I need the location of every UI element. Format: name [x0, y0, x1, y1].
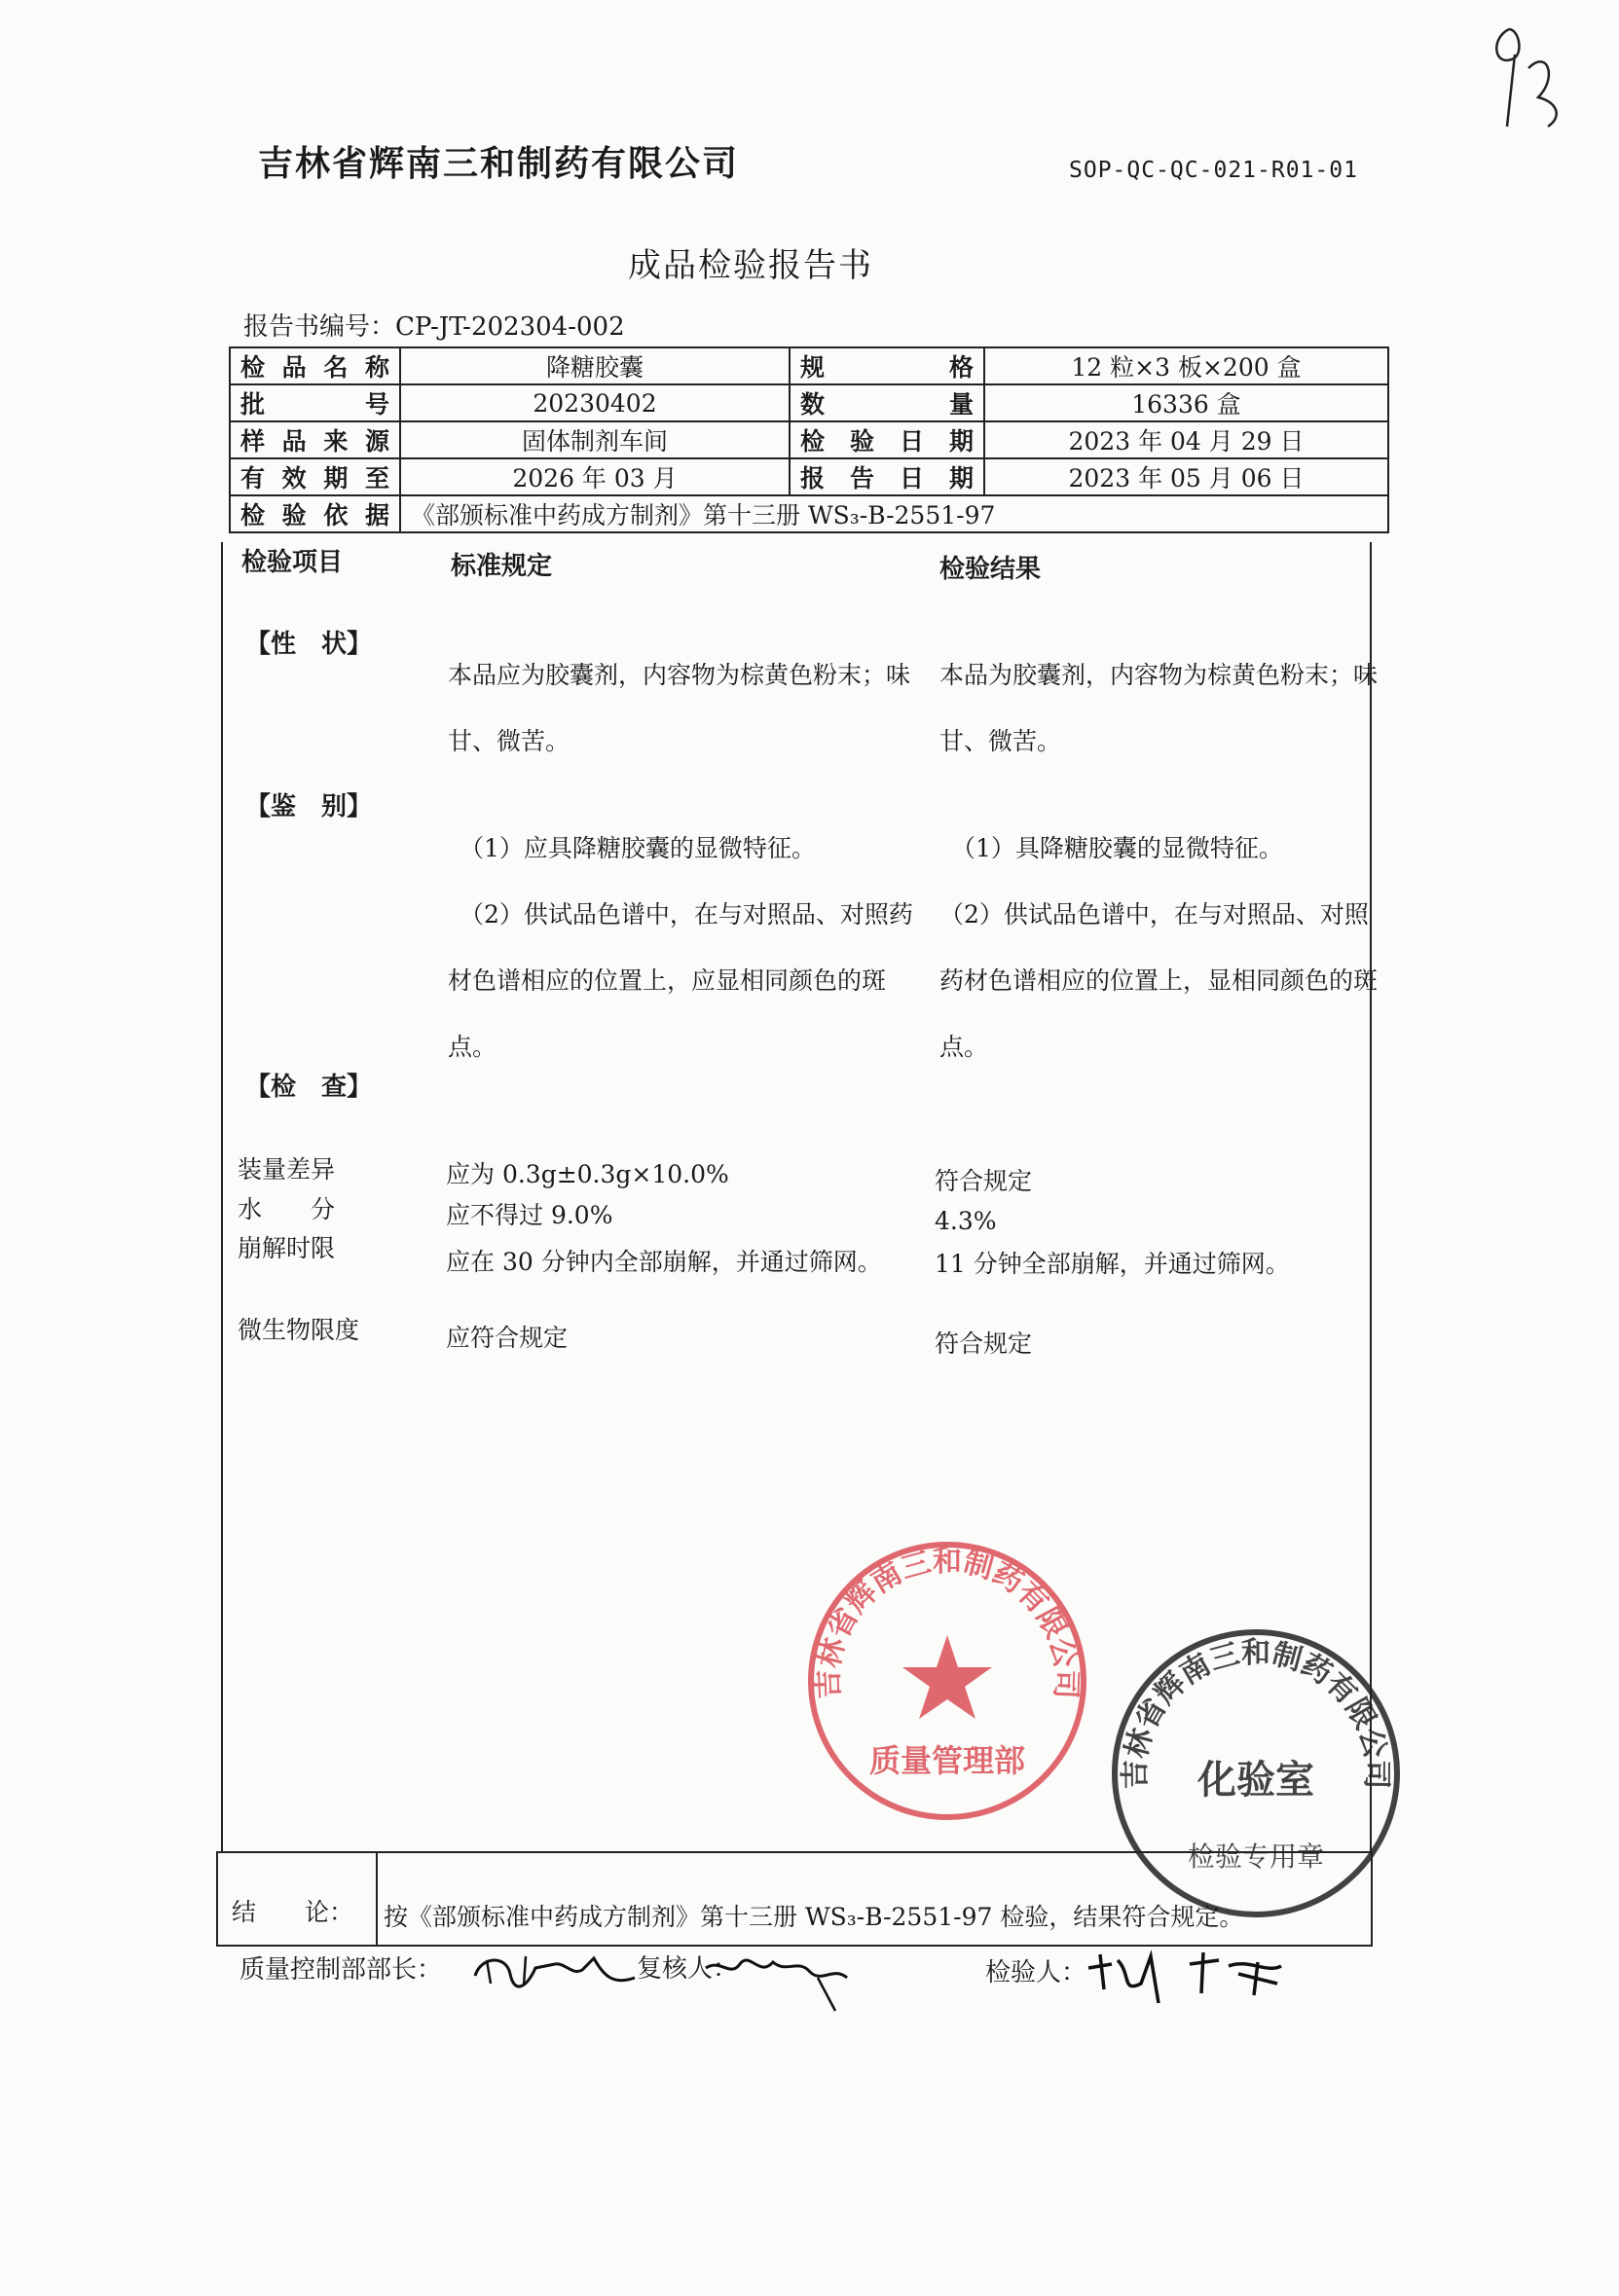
spec-value: 12 粒×3 板×200 盒 [984, 347, 1388, 384]
report-date: 2023 年 05 月 06 日 [984, 458, 1388, 495]
report-date-label: 报告日期 [790, 458, 984, 495]
identification-result-2: （2）供试品色谱中，在与对照品、对照药材色谱相应的位置上，显相同颜色的斑点。 [939, 900, 1379, 1061]
identification-standard-2: （2）供试品色谱中，在与对照品、对照药材色谱相应的位置上，应显相同颜色的斑点。 [448, 900, 913, 1061]
column-standard: 标准规定 [451, 552, 553, 581]
table-row [230, 421, 1388, 458]
inspection-item-standard: 应在 30 分钟内全部崩解，并通过筛网。 [446, 1248, 882, 1276]
character-standard: 本品应为胶囊剂，内容物为棕黄色粉末；味甘、微苦。 [448, 661, 911, 755]
section-inspection: 【检 查】 [245, 1073, 373, 1102]
spec-label: 规格 [790, 347, 984, 384]
quantity-value: 16336 盒 [984, 384, 1388, 421]
inspection-item-result: 符合规定 [935, 1330, 1033, 1358]
conclusion-divider [376, 1851, 378, 1947]
table-row [230, 347, 1388, 384]
red-stamp-ring-text: 吉林省辉南三和制药有限公司 [811, 1544, 1084, 1700]
table-row [230, 495, 1388, 532]
product-name-label: 检品名称 [230, 347, 400, 384]
test-date-label: 检验日期 [790, 421, 984, 458]
inspector-label: 检验人： [985, 1958, 1087, 1987]
report-number-label: 报告书编号： [243, 312, 396, 342]
product-name: 降糖胶囊 [400, 347, 790, 384]
expiry-label: 有效期至 [230, 458, 400, 495]
table-row [230, 458, 1388, 495]
sample-source: 固体制剂车间 [400, 421, 790, 458]
inspection-item-result: 4.3% [935, 1207, 997, 1235]
reviewer-label: 复核人： [637, 1954, 739, 1984]
quantity-label: 数量 [790, 384, 984, 421]
expiry-value: 2026 年 03 月 [400, 458, 790, 495]
inspection-item-name: 装量差异 [238, 1155, 336, 1184]
inspection-item-standard: 应为 0.3g±0.3g×10.0% [446, 1160, 729, 1188]
inspection-item-result: 符合规定 [935, 1167, 1033, 1195]
handwritten-mark [1480, 10, 1577, 136]
qc-head-signature [467, 1947, 643, 1995]
inspector-signature [1083, 1945, 1297, 2009]
report-number-value: CP-JT-202304-002 [395, 312, 625, 342]
inspection-item-name: 崩解时限 [238, 1234, 336, 1262]
identification-standard [448, 816, 915, 1080]
inspection-item-standard: 应不得过 9.0% [446, 1201, 613, 1229]
batch-value: 20230402 [400, 384, 790, 421]
info-table [229, 346, 1389, 533]
column-item: 检验项目 [241, 548, 344, 577]
inspection-item-name: 水 分 [238, 1195, 336, 1223]
document-number: SOP-QC-QC-021-R01-01 [1069, 158, 1358, 183]
conclusion-label: 结 论： [232, 1898, 354, 1926]
basis-label: 检验依据 [230, 495, 400, 532]
column-result: 检验结果 [939, 555, 1042, 584]
basis-value: 《部颁标准中药成方制剂》第十三册 WS₃-B-2551-97 [400, 495, 1388, 532]
inspection-item-name: 微生物限度 [238, 1316, 360, 1344]
character-result: 本品为胶囊剂，内容物为棕黄色粉末；味甘、微苦。 [939, 661, 1379, 755]
report-number [243, 307, 625, 343]
section-identification: 【鉴 别】 [245, 792, 373, 821]
black-stamp-bottom-text: 检验专用章 [1187, 1840, 1325, 1873]
red-stamp-bottom-text: 质量管理部 [868, 1742, 1026, 1779]
inspection-item-result: 11 分钟全部崩解，并通过筛网。 [935, 1250, 1290, 1278]
black-stamp-ring-text: 吉林省辉南三和制药有限公司 [1118, 1636, 1394, 1790]
identification-standard-1: （1）应具降糖胶囊的显微特征。 [460, 834, 816, 862]
conclusion-text: 按《部颁标准中药成方制剂》第十三册 WS₃-B-2551-97 检验，结果符合规定。 [384, 1903, 1244, 1931]
company-name: 吉林省辉南三和制药有限公司 [258, 144, 740, 184]
batch-label: 批号 [230, 384, 400, 421]
quality-dept-stamp [796, 1530, 1098, 1832]
reviewer-signature [701, 1949, 857, 2017]
black-stamp-inner-text: 化验室 [1197, 1758, 1314, 1803]
test-date: 2023 年 04 月 29 日 [984, 421, 1388, 458]
section-character: 【性 状】 [245, 630, 373, 659]
identification-result-1: （1）具降糖胶囊的显微特征。 [951, 834, 1283, 862]
identification-result [939, 816, 1382, 1080]
inspection-item-standard: 应符合规定 [446, 1324, 569, 1352]
sample-source-label: 样品来源 [230, 421, 400, 458]
table-row [230, 384, 1388, 421]
report-title: 成品检验报告书 [628, 246, 873, 285]
qc-head-label: 质量控制部部长： [239, 1955, 443, 1985]
